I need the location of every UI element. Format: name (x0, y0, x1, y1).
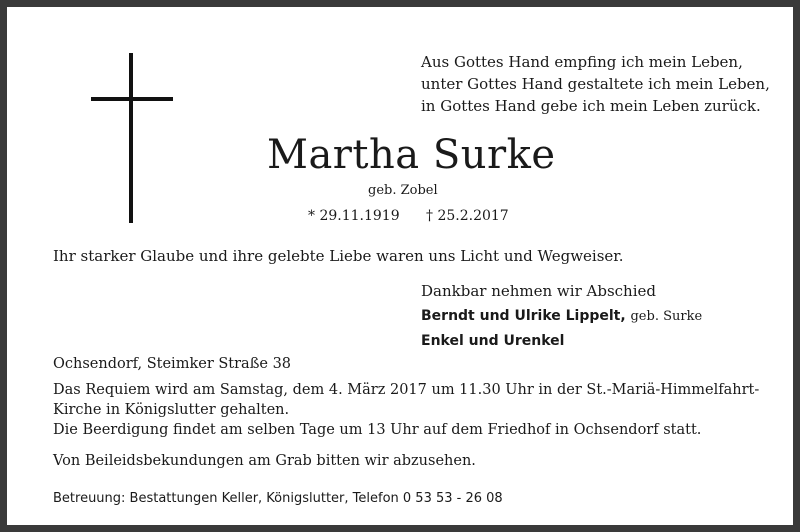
death-date: † 25.2.2017 (426, 208, 509, 224)
farewell-intro: Dankbar nehmen wir Abschied (421, 282, 656, 300)
verse-line: Aus Gottes Hand empfing ich mein Leben, (421, 53, 743, 71)
address: Ochsendorf, Steimker Straße 38 (53, 356, 292, 372)
birth-name: geb. Zobel (368, 183, 438, 198)
cross-icon (129, 53, 133, 223)
condolence-note: Von Beileidsbekundungen am Grab bitten wir abzusehen. (53, 453, 476, 469)
verse-line: unter Gottes Hand gestaltete ich mein Leben, (421, 75, 770, 93)
family-line (421, 303, 702, 329)
motto: Ihr starker Glaube und ihre gelebte Liebe waren uns Licht und Wegweiser. (53, 247, 624, 265)
deceased-name: Martha Surke (267, 132, 556, 178)
family-note: geb. Surke (630, 309, 703, 324)
requiem-line: Kirche in Königslutter gehalten. (53, 402, 290, 418)
requiem-line: Das Requiem wird am Samstag, dem 4. März 2017 um 11.30 Uhr in der St.-Mariä-Himmelfahrt- (53, 382, 760, 398)
obituary-card (7, 7, 793, 525)
burial-info: Die Beerdigung findet am selben Tage um 13 Uhr auf dem Friedhof in Ochsendorf statt. (53, 422, 702, 438)
verse (421, 51, 770, 117)
cross-icon-bar (91, 97, 173, 101)
family-line-2: Enkel und Urenkel (421, 333, 565, 349)
verse-line: in Gottes Hand gebe ich mein Leben zurück. (421, 97, 761, 115)
birth-date: * 29.11.1919 (308, 208, 400, 224)
farewell-block (421, 279, 702, 353)
footer-undertaker: Betreuung: Bestattungen Keller, Königslutter, Telefon 0 53 53 - 26 08 (53, 491, 503, 506)
requiem-info (53, 380, 759, 440)
family-names: Berndt und Ulrike Lippelt, (421, 308, 626, 324)
